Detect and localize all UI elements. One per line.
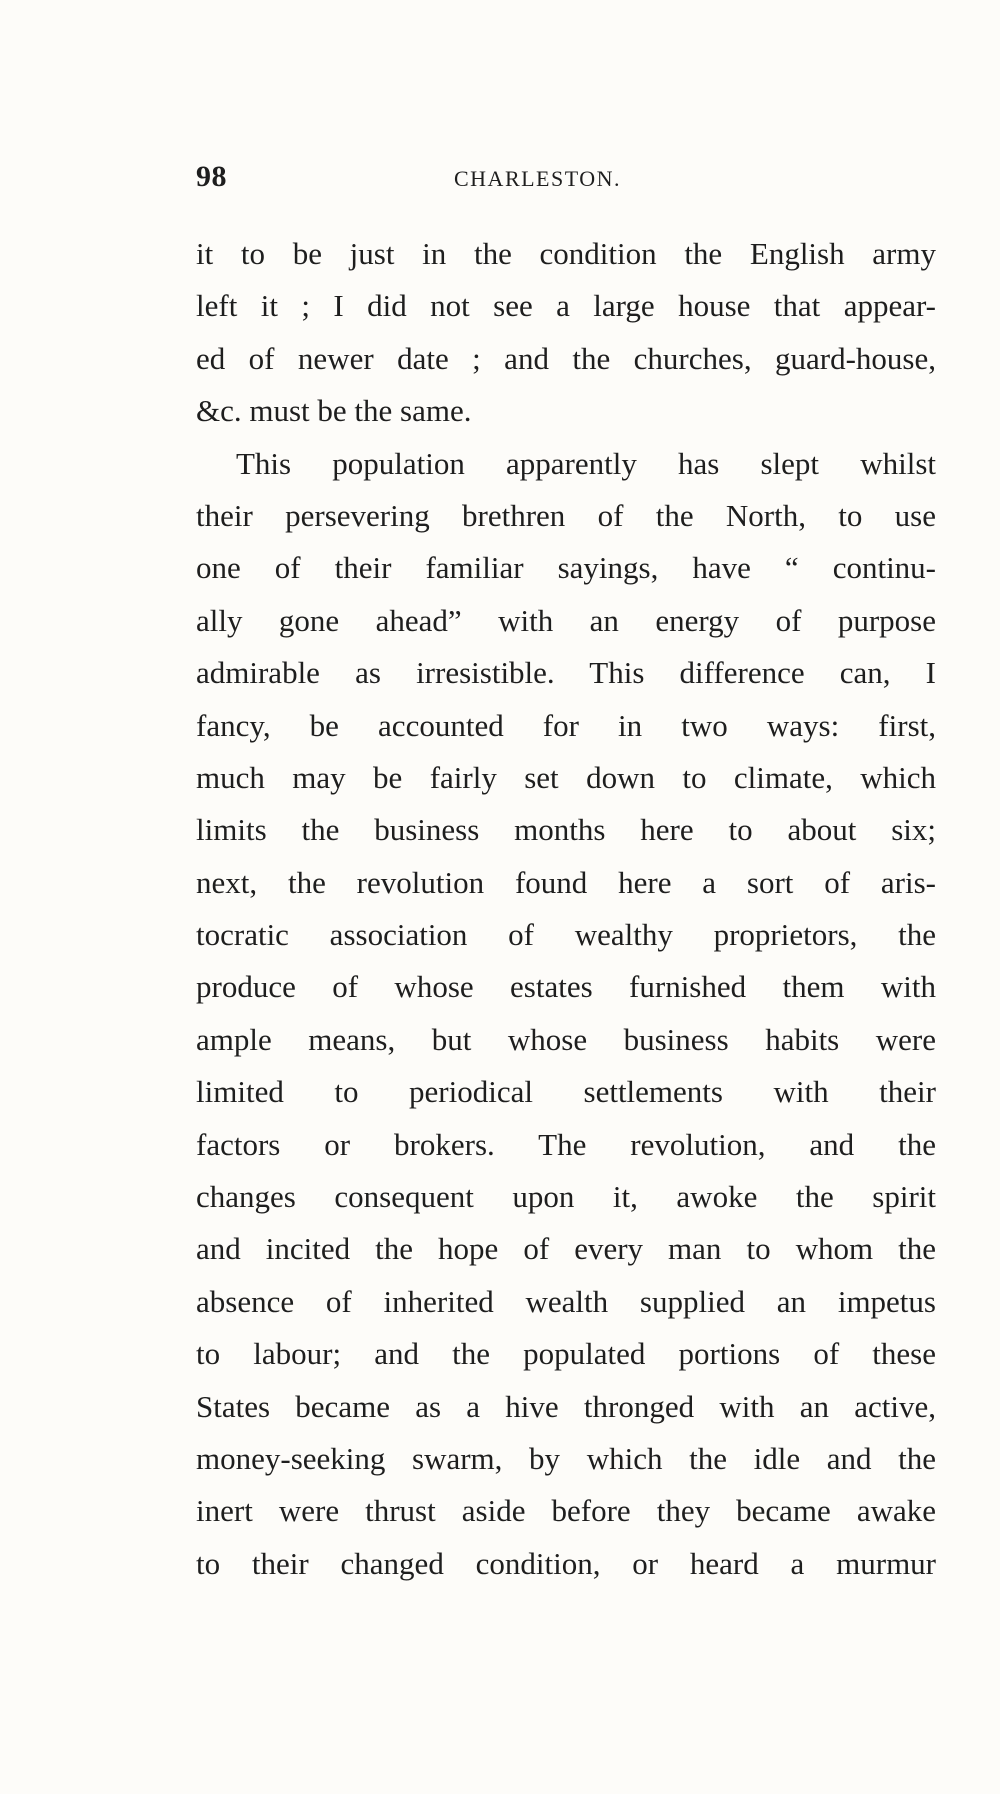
text-line: produce of whose estates furnished them with [196, 969, 936, 1005]
page-header [196, 160, 936, 200]
text-line: ally gone ahead” with an energy of purpose [196, 602, 936, 638]
paragraph-2 [196, 438, 936, 1591]
body-text [196, 228, 936, 1590]
text-line: one of their familiar sayings, have “ continu- [196, 550, 936, 586]
text-line: This population apparently has slept whilst [236, 445, 936, 481]
text-line: tocratic association of wealthy proprietors, the [196, 917, 936, 953]
text-line: limits the business months here to about six; [196, 812, 936, 848]
text-line: ample means, but whose business habits were [196, 1021, 936, 1057]
text-line: absence of inherited wealth supplied an impetus [196, 1283, 936, 1319]
text-line: money-seeking swarm, by which the idle and the [196, 1440, 936, 1476]
text-line: limited to periodical settlements with their [196, 1074, 936, 1110]
running-head: CHARLESTON. [454, 166, 622, 191]
text-line: their persevering brethren of the North, to use [196, 497, 936, 533]
text-line: to their changed condition, or heard a murmur [196, 1545, 936, 1581]
text-line: much may be fairly set down to climate, which [196, 759, 936, 795]
text-line: &c. must be the same. [196, 393, 472, 429]
text-line: inert were thrust aside before they became awake [196, 1493, 936, 1529]
text-line: next, the revolution found here a sort of aris- [196, 864, 936, 900]
text-line: ed of newer date ; and the churches, guard-house, [196, 340, 936, 376]
text-line: changes consequent upon it, awoke the spirit [196, 1179, 936, 1215]
text-line: factors or brokers. The revolution, and the [196, 1126, 936, 1162]
paragraph-1 [196, 228, 936, 438]
text-line: States became as a hive thronged with an active, [196, 1388, 936, 1424]
page-number: 98 [196, 160, 227, 193]
text-line: and incited the hope of every man to whom the [196, 1231, 936, 1267]
text-line: to labour; and the populated portions of these [196, 1336, 936, 1372]
text-line: left it ; I did not see a large house that appear- [196, 288, 936, 324]
text-line: it to be just in the condition the English army [196, 236, 936, 271]
text-line: fancy, be accounted for in two ways: first, [196, 707, 936, 743]
text-line: admirable as irresistible. This difference can, I [196, 655, 936, 691]
